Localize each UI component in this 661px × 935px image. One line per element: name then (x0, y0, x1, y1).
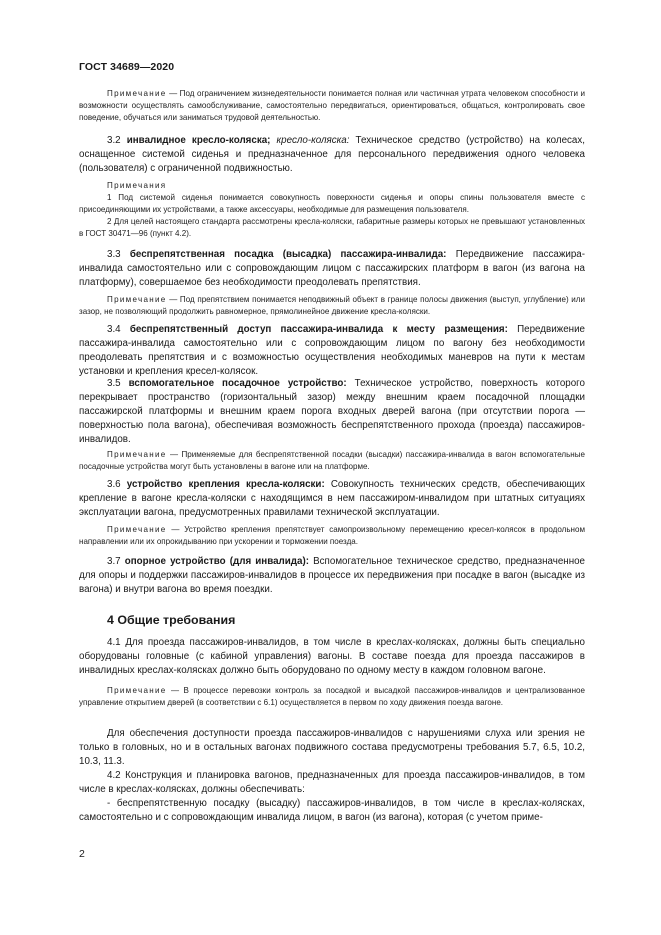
notes-3-2: Примечания 1 Под системой сиденья понимается совокупность поверхности сиденья и опоры спины пользователя вместе с присоединяющими их устройствами, а также аксессуары, необходимые для размещения пользователя. 2 Для целей настоящего стандарта рассмотрены кресла-коляски, габаритные размеры которых не превышают установленных в ГОСТ 30471—96 (пункт 4.2). (79, 181, 585, 239)
document-header: ГОСТ 34689—2020 (79, 61, 175, 73)
note-disability: Примечание — Под ограничением жизнедеятельности понимается полная или частичная утрата человеком способности и возможности осуществлять самообслуживание, самостоятельно передвигаться, ориентироваться, общаться, контролировать свое поведение, обучаться или заниматься трудовой деятельностью. (79, 89, 585, 123)
term-3-5: 3.5 вспомогательное посадочное устройство: Техническое устройство, поверхность которого перекрывает пространство (горизонтальный зазор) между внешним краем посадочной площадки пассажирской платформы и внешним краем порога входных дверей вагона (при отсутствии порога — поверхностью пола вагона), обеспечивая возможность беспрепятственного прохода (проезда) пассажиров-инвалидов. (79, 378, 585, 446)
list-item: - беспрепятственную посадку (высадку) пассажиров-инвалидов, в том числе в креслах-колясках, самостоятельно и с сопровождающим инвалида лицом, в вагон (из вагона), которая (с учетом приме- (79, 798, 585, 824)
note-3-6: Примечание — Устройство крепления препятствует самопроизвольному перемещению кресел-колясок в продольном направлении или их опрокидыванию при ускорении и торможении поезда. (79, 525, 585, 547)
term-3-7: 3.7 опорное устройство (для инвалида): Вспомогательное техническое средство, предназначенное для опоры и поддержки пассажиров-инвалидов в процессе их передвижения при посадке в вагон (высадке из вагона) и внутри вагона во время поездки. (79, 556, 585, 596)
note-3-3: Примечание — Под препятствием понимается неподвижный объект в границе полосы движения (выступ, углубление) или зазор, не позволяющий продолжить равномерное, прямолинейное движение кресла-коляски. (79, 295, 585, 317)
section-4-heading: 4 Общие требования (107, 613, 236, 627)
clause-4-1-accessibility: Для обеспечения доступности проезда пассажиров-инвалидов с нарушениями слуха или зрения не только в головных, но и в остальных вагонах подвижного состава предусмотрены требования 5.7, 6.5, 10.2, 10.3, 11.3. (79, 728, 585, 768)
term-3-3: 3.3 беспрепятственная посадка (высадка) пассажира-инвалида: Передвижение пассажира-инвалида самостоятельно или с сопровождающим лицом с пассажирских платформ в вагон (из вагона на платформу), совершаемое без необходимости преодолевать препятствия. (79, 249, 586, 289)
term-3-4: 3.4 беспрепятственный доступ пассажира-инвалида к месту размещения: Передвижение пассажира-инвалида самостоятельно или с сопровождающим лицом по вагону без необходимости преодолевать препятствия и с возможностью осуществления необходимых маневров на пути к местам установки и крепления кресел-колясок. (79, 324, 585, 378)
clause-4-2: 4.2 Конструкция и планировка вагонов, предназначенных для проезда пассажиров-инвалидов, в том числе в креслах-колясках, должны обеспечивать: - беспрепятственную посадку (высадку) пассажиров-инвалидов, в том числе в креслах-колясках, самостоятельно и с сопровождающим инвалида лицом, в вагон (из вагона), которая (с учетом приме- (79, 769, 585, 825)
notes-label: Примечания (107, 181, 167, 190)
note-4-1: Примечание — В процессе перевозки контроль за посадкой и высадкой пассажиров-инвалидов и централизованное управление открытием дверей (в соответствии с 6.1) осуществляется в первом по ходу движения поезда вагоне. (79, 686, 585, 708)
note-label: Примечание (107, 89, 167, 98)
term-3-6: 3.6 устройство крепления кресла-коляски: Совокупность технических средств, обеспечивающих крепление в вагоне кресла-коляски с находящимся в нем пассажиром-инвалидом при штатных ситуациях эксплуатации вагона, предусмотренных правилами технической эксплуатации. (79, 479, 585, 519)
term-wheelchair: инвалидное кресло-коляска; (126, 135, 271, 146)
term-3-2: 3.2 инвалидное кресло-коляска; кресло-коляска: Техническое средство (устройство) на колесах, оснащенное системой сиденья и предназначенное для персонального передвижения одного человека (пользователя) с ограниченной подвижностью. (79, 135, 585, 175)
note-3-5: Примечание — Применяемые для беспрепятственной посадки (высадки) пассажира-инвалида в вагон вспомогательные посадочные устройства могут быть установлены в вагоне или на платформе. (79, 450, 585, 472)
page-number: 2 (79, 848, 85, 860)
clause-4-1: 4.1 Для проезда пассажиров-инвалидов, в том числе в креслах-колясках, должны быть специально оборудованы головные (с кабиной управления) вагоны. В составе поезда для проезда пассажиров в инвалидных креслах-колясках должно быть оборудовано по одному месту в каждом головном вагоне. (79, 637, 585, 677)
